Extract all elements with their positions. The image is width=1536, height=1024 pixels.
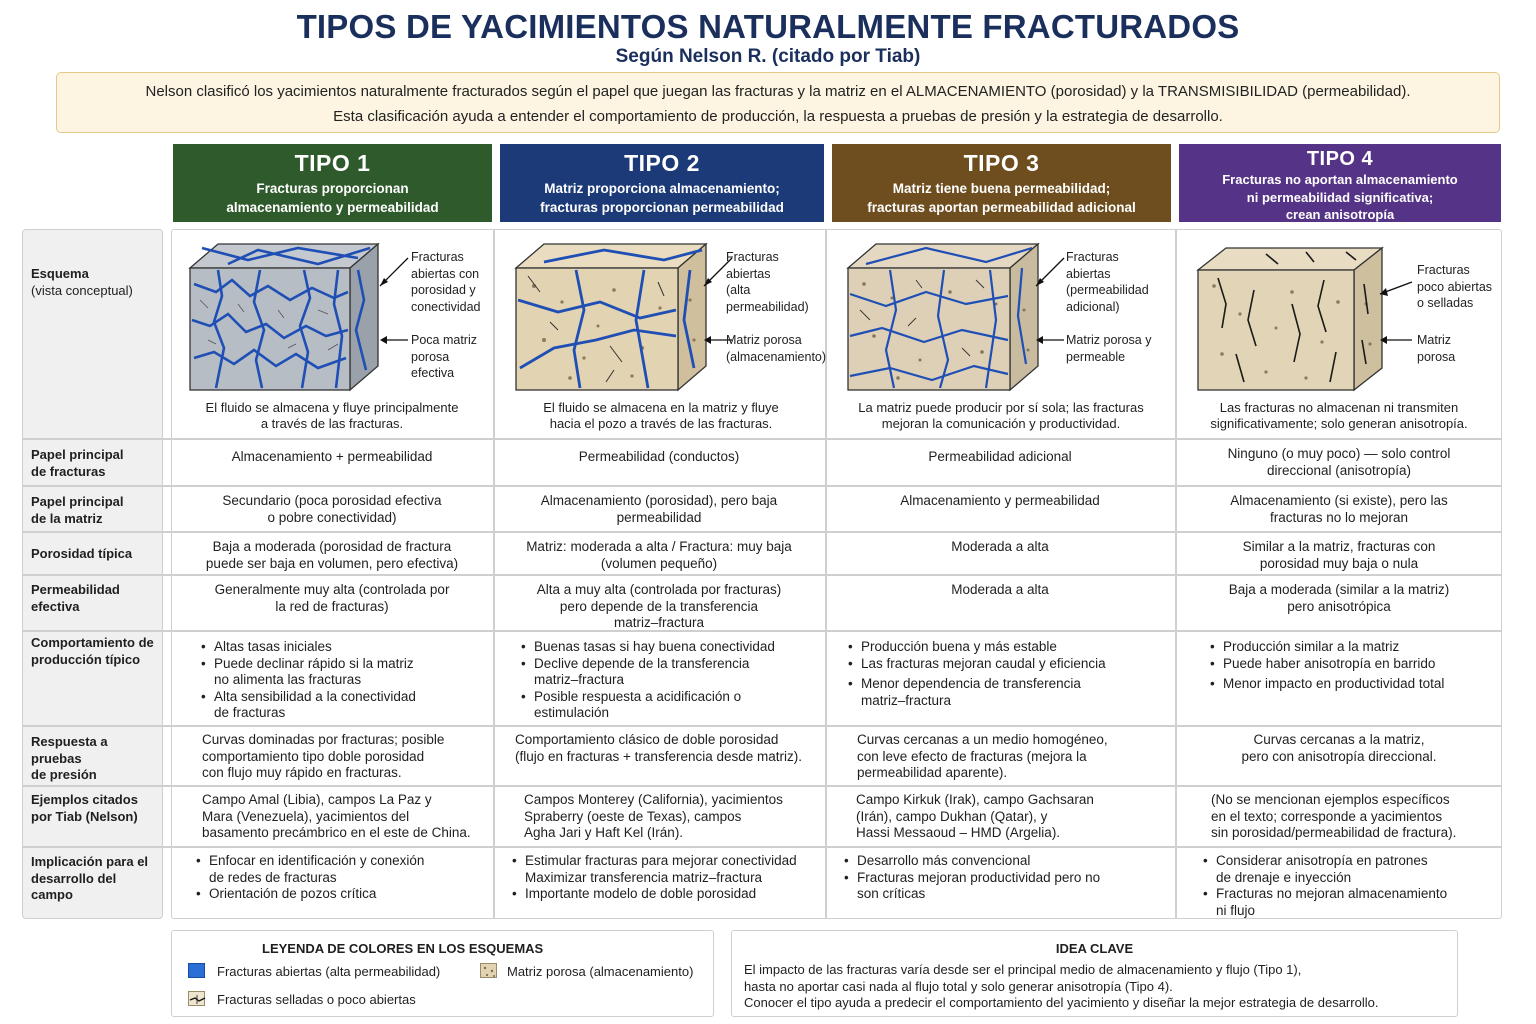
row-label-text: Comportamiento de bbox=[31, 635, 154, 650]
cell-line: con leve efecto de fracturas (mejora la bbox=[857, 748, 1087, 764]
tipo-1-header bbox=[173, 144, 492, 222]
tipo-4-desc-line: crean anisotropía bbox=[1285, 207, 1395, 222]
cell-line: • Posible respuesta a acidificación o bbox=[534, 688, 742, 704]
cell-line: • Fracturas mejoran productividad pero no bbox=[857, 869, 1101, 885]
cell-implicacion-tipo-4 bbox=[1203, 853, 1499, 919]
annotation-line: Poca matriz bbox=[411, 333, 477, 347]
row-divider bbox=[22, 485, 1502, 487]
annotation-line: o selladas bbox=[1417, 296, 1474, 310]
cell-line: puede ser baja en volumen, pero efectiva) bbox=[205, 555, 459, 571]
cell-line: • Estimular fracturas para mejorar conectividad bbox=[525, 853, 797, 868]
row-label-matriz bbox=[31, 494, 161, 527]
list-item bbox=[201, 689, 489, 722]
row-label-porosidad bbox=[31, 546, 161, 563]
cell-line: • Altas tasas iniciales bbox=[214, 639, 332, 654]
block-front-face bbox=[516, 268, 678, 390]
row-divider bbox=[22, 574, 1502, 576]
row-divider bbox=[22, 846, 1502, 848]
annotation-line: Matriz bbox=[1417, 333, 1452, 347]
annotation-line: abiertas bbox=[726, 266, 771, 281]
cell-line: Matriz: moderada a alta / Fractura: muy baja bbox=[526, 539, 792, 554]
caption-line: El fluido se almacena en la matriz y fluye bbox=[543, 400, 779, 415]
open-fracture-swatch bbox=[188, 963, 205, 978]
cell-line: (No se mencionan ejemplos específicos bbox=[1211, 792, 1450, 807]
list-item bbox=[848, 676, 1170, 709]
cell-line: • Buenas tasas si hay buena conectividad bbox=[534, 639, 775, 654]
annotation-line: Matriz porosa bbox=[726, 333, 802, 347]
cell-line: • Fracturas no mejoran almacenamiento bbox=[1216, 886, 1448, 901]
list-item bbox=[1210, 639, 1498, 656]
cell-porosidad-tipo-3 bbox=[828, 539, 1172, 556]
cell-permeabilidad-tipo-3 bbox=[828, 582, 1172, 599]
cell-line: o pobre conectividad) bbox=[267, 509, 397, 525]
list-item bbox=[512, 886, 822, 903]
cell-fracturas-tipo-1 bbox=[173, 449, 491, 466]
cell-line: en el texto; corresponde a yacimientos bbox=[1211, 808, 1443, 824]
cell-line: pero anisotrópica bbox=[1287, 598, 1391, 614]
sealed-fracture-swatch-line bbox=[189, 992, 206, 1007]
row-divider bbox=[22, 531, 1502, 533]
legend-matrix: Matriz porosa (almacenamiento) bbox=[507, 964, 694, 979]
cell-line: • Producción similar a la matriz bbox=[1223, 639, 1400, 654]
tipo-1-arrows bbox=[378, 252, 410, 362]
row-label-text: de la matriz bbox=[31, 510, 103, 526]
tipo-4-header bbox=[1179, 144, 1501, 222]
cell-line: • Menor dependencia de transferencia bbox=[861, 676, 1081, 691]
list-item bbox=[521, 656, 819, 689]
cell-line: Almacenamiento (si existe), pero las bbox=[1230, 493, 1448, 508]
cell-respuesta-tipo-2 bbox=[515, 732, 821, 765]
tipo-1-desc-line: Fracturas proporcionan bbox=[256, 181, 409, 196]
cell-line: Hassi Messaoud – HMD (Argelia). bbox=[856, 825, 1061, 840]
annotation-line: adicional) bbox=[1066, 299, 1120, 314]
cell-line: • Importante modelo de doble porosidad bbox=[525, 886, 757, 901]
cell-line: Moderada a alta bbox=[951, 539, 1049, 554]
cell-line: con flujo muy rápido en fracturas. bbox=[202, 765, 402, 780]
caption-line: La matriz puede producir por sí sola; las fracturas bbox=[858, 400, 1144, 415]
annotation-line: Matriz porosa y bbox=[1066, 333, 1152, 347]
cell-respuesta-tipo-4 bbox=[1178, 732, 1500, 765]
cell-line: fracturas no lo mejoran bbox=[1269, 509, 1409, 525]
row-label-text: producción típico bbox=[31, 651, 141, 667]
cell-line: • Desarrollo más convencional bbox=[857, 853, 1031, 868]
cell-line: de fracturas bbox=[214, 705, 286, 720]
cell-line: son críticas bbox=[857, 886, 926, 901]
cell-comportamiento-tipo-2 bbox=[521, 639, 819, 722]
cell-line: estimulación bbox=[534, 705, 610, 720]
cell-ejemplos-tipo-3 bbox=[856, 792, 1170, 842]
cell-ejemplos-tipo-2 bbox=[524, 792, 822, 842]
annotation-line: porosidad y bbox=[411, 283, 476, 297]
tipo-3-desc-line: fracturas aportan permeabilidad adicional bbox=[867, 200, 1136, 215]
cell-line: de drenaje e inyección bbox=[1216, 869, 1352, 885]
bullet-list bbox=[1203, 853, 1499, 919]
annotation-line: (permeabilidad bbox=[1066, 283, 1149, 297]
sealed-fracture-swatch bbox=[188, 991, 205, 1006]
cell-line: Curvas dominadas por fracturas; posible bbox=[202, 732, 445, 747]
cell-line: • Enfocar en identificación y conexión bbox=[209, 853, 425, 868]
bullet-list bbox=[512, 853, 822, 903]
cell-line: pero depende de la transferencia bbox=[559, 598, 759, 614]
caption-line: mejoran la comunicación y productividad. bbox=[881, 416, 1121, 431]
annotation-line: porosa bbox=[1417, 349, 1456, 364]
cell-line: permeabilidad aparente). bbox=[857, 765, 1008, 780]
list-item bbox=[1203, 853, 1499, 886]
matrix-swatch bbox=[480, 963, 497, 978]
bullet-list bbox=[1210, 639, 1498, 693]
tipo-1-schema-caption bbox=[174, 400, 490, 432]
idea-clave-box bbox=[731, 930, 1458, 1017]
annotation-line: permeable bbox=[1066, 349, 1126, 364]
tipo-3-annotation-matriz bbox=[1066, 332, 1151, 365]
cell-comportamiento-tipo-3 bbox=[848, 639, 1170, 709]
cell-line: • Puede haber anisotropía en barrido bbox=[1223, 655, 1436, 671]
annotation-line: conectividad bbox=[411, 299, 481, 314]
list-item bbox=[521, 689, 819, 722]
bullet-list bbox=[844, 853, 1170, 903]
cell-line: direccional (anisotropía) bbox=[1266, 462, 1412, 478]
tipo-4-block-diagram bbox=[1196, 244, 1384, 394]
cell-matriz-tipo-2 bbox=[496, 493, 822, 526]
legend-box bbox=[171, 930, 714, 1017]
cell-line: sin porosidad/permeabilidad de fractura). bbox=[1211, 825, 1457, 840]
tipo-2-name: TIPO 2 bbox=[624, 150, 700, 176]
tipo-1-annotation-matriz bbox=[411, 332, 477, 382]
row-divider bbox=[22, 438, 1502, 440]
cell-line: Campo Amal (Libia), campos La Paz y bbox=[202, 792, 432, 807]
list-item bbox=[201, 656, 489, 689]
annotation-line: (alta bbox=[726, 283, 751, 297]
row-label-text: Porosidad típica bbox=[31, 546, 133, 561]
caption-line: significativamente; solo generan anisotropía. bbox=[1210, 416, 1468, 431]
tipo-2-annotation-fracturas bbox=[726, 249, 809, 315]
row-label-text: Permeabilidad bbox=[31, 582, 120, 597]
list-item bbox=[1203, 886, 1499, 919]
tipo-1-desc bbox=[173, 179, 492, 217]
tipo-4-annotation-matriz bbox=[1417, 332, 1455, 365]
row-label-ejemplos bbox=[31, 792, 161, 825]
cell-fracturas-tipo-4 bbox=[1178, 446, 1500, 479]
annotation-line: efectiva bbox=[411, 366, 455, 380]
tipo-4-name: TIPO 4 bbox=[1306, 148, 1374, 170]
cell-line: matriz–fractura bbox=[613, 615, 705, 630]
row-label-esquema bbox=[31, 266, 161, 299]
cell-line: Ninguno (o muy poco) — solo control bbox=[1227, 446, 1451, 461]
legend-title: LEYENDA DE COLORES EN LOS ESQUEMAS bbox=[262, 941, 544, 956]
tipo-3-desc bbox=[832, 179, 1171, 217]
annotation-line: (almacenamiento) bbox=[726, 349, 827, 364]
annotation-line: Fracturas bbox=[411, 250, 464, 264]
row-label-text: efectiva bbox=[31, 598, 80, 614]
tipo-4-schema-caption bbox=[1179, 400, 1499, 432]
cell-line: Generalmente muy alta (controlada por bbox=[214, 582, 450, 597]
tipo-1-block-diagram bbox=[188, 240, 380, 392]
cell-line: porosidad muy baja o nula bbox=[1259, 555, 1419, 571]
cell-matriz-tipo-3 bbox=[828, 493, 1172, 510]
cell-permeabilidad-tipo-1 bbox=[173, 582, 491, 615]
caption-line: a través de las fracturas. bbox=[260, 416, 404, 431]
row-label-text: por Tiab (Nelson) bbox=[31, 808, 138, 824]
annotation-line: Fracturas bbox=[726, 250, 779, 264]
tipo-2-schema-caption bbox=[500, 400, 822, 432]
cell-line: • Puede declinar rápido si la matriz bbox=[214, 655, 414, 671]
cell-line: matriz–fractura bbox=[534, 672, 625, 687]
intro-line-2: Esta clasificación ayuda a entender el comportamiento de producción, la respuesta a pruebas de presión y la estrategia de desarrollo. bbox=[333, 108, 1223, 125]
list-item bbox=[196, 853, 490, 886]
cell-line: • Producción buena y más estable bbox=[861, 639, 1057, 654]
bullet-list bbox=[196, 853, 490, 903]
cell-line: la red de fracturas) bbox=[275, 598, 389, 614]
tipo-4-desc bbox=[1179, 171, 1501, 224]
row-divider bbox=[22, 785, 1502, 787]
cell-line: (Irán), campo Dukhan (Qatar), y bbox=[856, 808, 1048, 824]
cell-line: Curvas cercanas a la matriz, bbox=[1253, 732, 1425, 747]
idea-clave-text bbox=[744, 962, 1454, 1012]
cell-line: Permeabilidad (conductos) bbox=[578, 449, 740, 464]
list-item bbox=[844, 853, 1170, 870]
cell-fracturas-tipo-2 bbox=[496, 449, 822, 466]
cell-ejemplos-tipo-4 bbox=[1211, 792, 1500, 842]
row-label-text: Respuesta a pruebas bbox=[31, 734, 108, 766]
cell-line: • Declive depende de la transferencia bbox=[534, 655, 750, 671]
legend-open-fractures: Fracturas abiertas (alta permeabilidad) bbox=[217, 964, 441, 979]
idea-line: El impacto de las fracturas varía desde ser el principal medio de almacenamiento y flujo (Tipo 1), bbox=[744, 962, 1302, 977]
row-label-text: Papel principal bbox=[31, 447, 124, 462]
annotation-line: Fracturas bbox=[1417, 263, 1470, 277]
matrix-swatch-texture bbox=[481, 964, 498, 979]
tipo-3-annotation-fracturas bbox=[1066, 249, 1149, 315]
tipo-3-arrows bbox=[1034, 252, 1066, 362]
annotation-line: abiertas bbox=[1066, 266, 1111, 281]
cell-line: Mara (Venezuela), yacimientos del bbox=[202, 808, 410, 824]
cell-line: Agha Jari y Haft Kel (Irán). bbox=[524, 825, 684, 840]
cell-line: de redes de fracturas bbox=[209, 869, 337, 885]
caption-line: El fluido se almacena y fluye principalmente bbox=[205, 400, 459, 415]
cell-ejemplos-tipo-1 bbox=[202, 792, 490, 842]
cell-line: basamento precámbrico en el este de China. bbox=[202, 825, 471, 840]
legend-sealed-fractures: Fracturas selladas o poco abiertas bbox=[217, 992, 416, 1007]
cell-implicacion-tipo-1 bbox=[196, 853, 490, 903]
annotation-line: poco abiertas bbox=[1417, 279, 1493, 294]
list-item bbox=[848, 639, 1170, 656]
cell-line: matriz–fractura bbox=[861, 692, 952, 708]
cell-line: Spraberry (oeste de Texas), campos bbox=[524, 808, 742, 824]
cell-line: Campos Monterey (California), yacimientos bbox=[524, 792, 783, 807]
cell-line: Campo Kirkuk (Irak), campo Gachsaran bbox=[856, 792, 1094, 807]
cell-line: pero con anisotropía direccional. bbox=[1241, 748, 1437, 764]
row-label-text: de presión bbox=[31, 767, 97, 782]
row-label-comportamiento bbox=[31, 635, 161, 668]
page-title: TIPOS DE YACIMIENTOS NATURALMENTE FRACTURADOS bbox=[296, 8, 1240, 45]
cell-matriz-tipo-4 bbox=[1178, 493, 1500, 526]
cell-line: • Las fracturas mejoran caudal y eficiencia bbox=[861, 655, 1106, 671]
cell-permeabilidad-tipo-4 bbox=[1178, 582, 1500, 615]
cell-line: • Menor impacto en productividad total bbox=[1223, 676, 1445, 691]
cell-line: Almacenamiento + permeabilidad bbox=[231, 449, 433, 464]
caption-line: Las fracturas no almacenan ni transmiten bbox=[1219, 400, 1459, 415]
cell-line: Baja a moderada (porosidad de fractura bbox=[212, 539, 452, 554]
row-label-text: Ejemplos citados bbox=[31, 792, 138, 807]
cell-line: Baja a moderada (similar a la matriz) bbox=[1228, 582, 1450, 597]
idea-line: hasta no aportar casi nada al flujo total y solo generar anisotropía (Tipo 4). bbox=[744, 978, 1173, 994]
cell-respuesta-tipo-1 bbox=[202, 732, 490, 782]
annotation-line: porosa bbox=[411, 349, 450, 364]
idea-clave-title: IDEA CLAVE bbox=[1055, 941, 1134, 956]
cell-line: Almacenamiento y permeabilidad bbox=[900, 493, 1100, 508]
cell-porosidad-tipo-1 bbox=[173, 539, 491, 572]
tipo-3-header bbox=[832, 144, 1171, 222]
cell-line: Curvas cercanas a un medio homogéneo, bbox=[857, 732, 1108, 747]
cell-fracturas-tipo-3 bbox=[828, 449, 1172, 466]
list-item bbox=[848, 656, 1170, 673]
cell-matriz-tipo-1 bbox=[173, 493, 491, 526]
row-label-text: Esquema bbox=[31, 266, 89, 281]
row-label-permeabilidad bbox=[31, 582, 161, 615]
annotation-line: Fracturas bbox=[1066, 250, 1119, 264]
tipo-2-annotation-matriz bbox=[726, 332, 826, 365]
cell-line: Comportamiento clásico de doble porosidad bbox=[515, 732, 779, 747]
row-label-text: desarrollo del campo bbox=[31, 870, 117, 902]
row-label-text: Implicación para el bbox=[31, 854, 149, 869]
cell-line: Maximizar transferencia matriz–fractura bbox=[525, 869, 763, 885]
list-item bbox=[201, 639, 489, 656]
tipo-3-name: TIPO 3 bbox=[963, 150, 1040, 176]
cell-implicacion-tipo-3 bbox=[844, 853, 1170, 903]
cell-porosidad-tipo-4 bbox=[1178, 539, 1500, 572]
row-label-implicacion bbox=[31, 854, 161, 904]
cell-line: Similar a la matriz, fracturas con bbox=[1242, 539, 1436, 554]
cell-comportamiento-tipo-4 bbox=[1210, 639, 1498, 693]
tipo-3-schema-caption bbox=[832, 400, 1170, 432]
tipo-4-arrows bbox=[1378, 272, 1414, 362]
cell-line: • Considerar anisotropía en patrones bbox=[1216, 853, 1428, 868]
tipo-3-desc-line: Matriz tiene buena permeabilidad; bbox=[892, 181, 1111, 196]
row-label-text: Papel principal bbox=[31, 494, 124, 509]
tipo-2-desc-line: fracturas proporcionan permeabilidad bbox=[540, 200, 784, 215]
cell-line: Moderada a alta bbox=[951, 582, 1049, 597]
list-item bbox=[1210, 656, 1498, 673]
cell-line: Permeabilidad adicional bbox=[928, 449, 1072, 464]
row-label-respuesta bbox=[31, 734, 161, 784]
list-item bbox=[1210, 676, 1498, 693]
bullet-list bbox=[848, 639, 1170, 709]
cell-line: permeabilidad bbox=[616, 509, 702, 525]
row-label-fracturas bbox=[31, 447, 161, 480]
cell-comportamiento-tipo-1 bbox=[201, 639, 489, 722]
tipo-3-block-diagram bbox=[846, 240, 1040, 392]
tipo-2-desc-line: Matriz proporciona almacenamiento; bbox=[544, 181, 780, 196]
tipo-2-header bbox=[500, 144, 824, 222]
cell-line: Secundario (poca porosidad efectiva bbox=[222, 493, 442, 508]
cell-line: (volumen pequeño) bbox=[600, 555, 718, 571]
block-side-face bbox=[350, 244, 378, 390]
list-item bbox=[196, 886, 490, 903]
tipo-1-annotation-fracturas bbox=[411, 249, 481, 315]
annotation-line: permeabilidad) bbox=[726, 299, 809, 314]
block-top-face bbox=[848, 244, 1038, 268]
cell-implicacion-tipo-2 bbox=[512, 853, 822, 903]
bullet-list bbox=[521, 639, 819, 722]
page-subtitle: Según Nelson R. (citado por Tiab) bbox=[615, 46, 921, 67]
cell-respuesta-tipo-3 bbox=[857, 732, 1169, 782]
cell-line: (flujo en fracturas + transferencia desde matriz). bbox=[515, 748, 803, 764]
cell-line: Almacenamiento (porosidad), pero baja bbox=[540, 493, 778, 508]
bullet-list bbox=[201, 639, 489, 722]
list-item bbox=[521, 639, 819, 656]
tipo-2-desc bbox=[500, 179, 824, 217]
tipo-4-desc-line: ni permeabilidad significativa; bbox=[1246, 189, 1434, 205]
annotation-line: abiertas con bbox=[411, 266, 480, 281]
cell-porosidad-tipo-2 bbox=[496, 539, 822, 572]
tipo-4-annotation-fracturas bbox=[1417, 262, 1492, 312]
tipo-4-desc-line: Fracturas no aportan almacenamiento bbox=[1222, 172, 1458, 187]
cell-line: no alimenta las fracturas bbox=[214, 672, 362, 687]
cell-line: Alta a muy alta (controlada por fracturas) bbox=[536, 582, 782, 597]
row-label-text: de fracturas bbox=[31, 463, 106, 479]
cell-line: • Alta sensibilidad a la conectividad bbox=[214, 688, 416, 704]
tipo-1-desc-line: almacenamiento y permeabilidad bbox=[226, 200, 439, 215]
intro-box bbox=[56, 72, 1500, 133]
caption-line: hacia el pozo a través de las fracturas. bbox=[549, 416, 773, 431]
list-item bbox=[844, 870, 1170, 903]
row-divider bbox=[22, 725, 1502, 727]
intro-line-1: Nelson clasificó los yacimientos naturalmente fracturados según el papel que juegan las fracturas y la matriz en el ALMACENAMIENTO (porosidad) y la TRANSMISIBILIDAD (permeabilidad). bbox=[145, 83, 1411, 100]
cell-line: • Orientación de pozos crítica bbox=[209, 886, 377, 901]
tipo-2-block-diagram bbox=[514, 240, 708, 392]
idea-line: Conocer el tipo ayuda a predecir el comportamiento del yacimiento y diseñar la mejor estrategia de desarrollo. bbox=[744, 995, 1379, 1010]
list-item bbox=[512, 853, 822, 886]
cell-line: comportamiento tipo doble porosidad bbox=[202, 748, 425, 764]
row-label-subtext: (vista conceptual) bbox=[31, 282, 133, 298]
cell-permeabilidad-tipo-2 bbox=[496, 582, 822, 632]
tipo-1-name: TIPO 1 bbox=[294, 150, 371, 176]
cell-line: ni flujo bbox=[1216, 902, 1256, 918]
